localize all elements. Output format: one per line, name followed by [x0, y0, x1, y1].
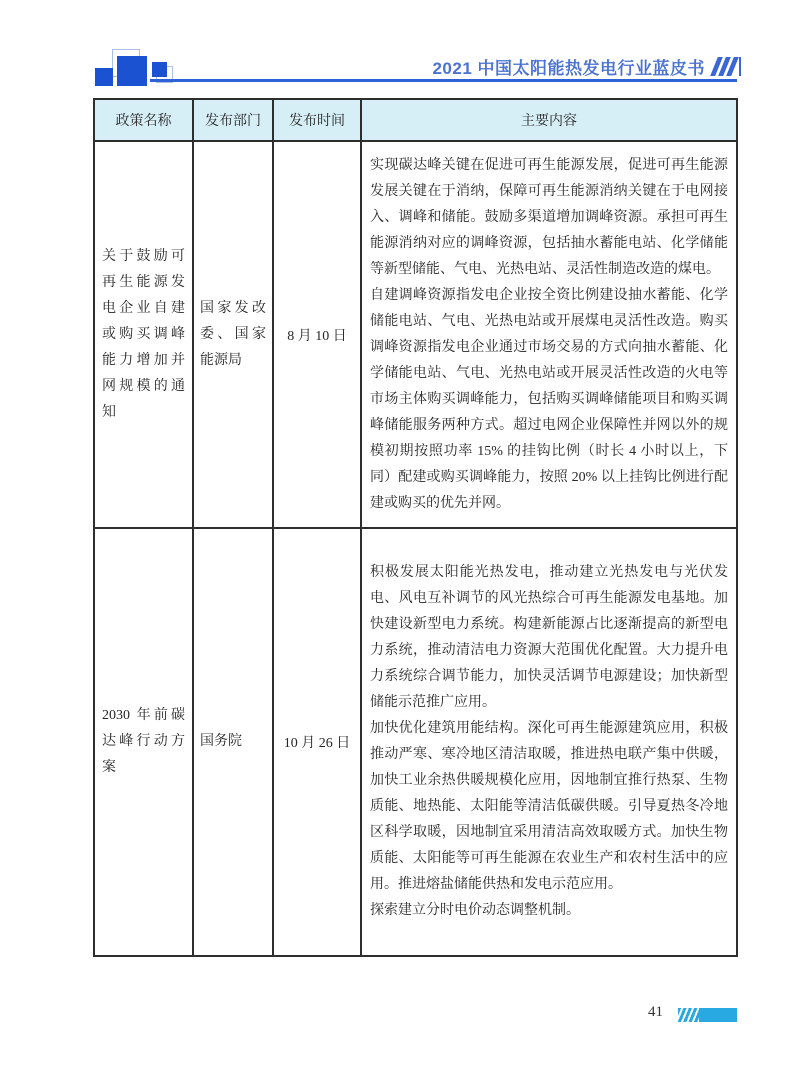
content-paragraph: 实现碳达峰关键在促进可再生能源发展，促进可再生能源发展关键在于消纳，保障可再生能源消纳关键在于电网接入、调峰和储能。鼓励多渠道增加调峰资源。承担可再生能源消纳对应的调峰资源，包括抽水蓄能电站、化学储能等新型储能、气电、光热电站、灵活性制造改造的煤电。 [370, 157, 728, 277]
department-cell: 国务院 [193, 528, 273, 956]
logo-small-left-square [95, 68, 113, 86]
logo-small-right-square [152, 62, 167, 77]
content-paragraph: 自建调峰资源指发电企业按全资比例建设抽水蓄能、化学储能电站、气电、光热电站或开展煤电灵活性改造。购买调峰资源指发电企业通过市场交易的方式向抽水蓄能、化学储能电站、气电、光热电站或开展灵活性改造的火电等市场主体购买调峰能力，包括购买调峰储能项目和购买调峰储能服务两种方式。超过电网企业保障性并网以外的规模初期按照功率 15% 的挂钩比例（时长 4 小时以上，下同）配建或购买调峰能力，按照 20% 以上挂钩比例进行配建或购买的优先并网。 [370, 287, 728, 511]
policy-name-cell: 关于鼓励可再生能源发电企业自建或购买调峰能力增加并网规模的通知 [94, 141, 193, 528]
logo-big-square [117, 56, 147, 86]
col-header-date: 发布时间 [273, 99, 361, 141]
slashes-icon [712, 57, 742, 76]
footer-bar-hatch [678, 1008, 699, 1022]
col-header-department: 发布部门 [193, 99, 273, 141]
logo-squares-icon [93, 46, 178, 90]
table-row [94, 141, 737, 528]
main-content-cell [361, 528, 737, 956]
table-row [94, 528, 737, 956]
department-cell: 国家发改委、国家能源局 [193, 141, 273, 528]
table-header-row [94, 99, 737, 141]
col-header-main-content: 主要内容 [361, 99, 737, 141]
content-paragraph: 探索建立分时电价动态调整机制。 [370, 903, 580, 918]
page-number: 41 [648, 1004, 663, 1020]
policy-name-cell: 2030 年前碳达峰行动方案 [94, 528, 193, 956]
document-title: 2021 中国太阳能热发电行业蓝皮书 [432, 59, 705, 78]
col-header-policy-name: 政策名称 [94, 99, 193, 141]
footer-accent-bar [678, 1008, 737, 1022]
content-paragraph: 加快优化建筑用能结构。深化可再生能源建筑应用，积极推动严寒、寒冷地区清洁取暖，推进热电联产集中供暖，加快工业余热供暖规模化应用，因地制宜推行热泵、生物质能、地热能、太阳能等清洁低碳供暖。引导夏热冬冷地区科学取暖，因地制宜采用清洁高效取暖方式。加快生物质能、太阳能等可再生能源在农业生产和农村生活中的应用。推进熔盐储能供热和发电示范应用。 [370, 721, 728, 892]
header-rule-line [150, 79, 737, 82]
date-cell: 8 月 10 日 [273, 141, 361, 528]
date-cell: 10 月 26 日 [273, 528, 361, 956]
main-content-cell [361, 141, 737, 528]
policy-table [93, 98, 738, 957]
content-paragraph: 积极发展太阳能光热发电，推动建立光热发电与光伏发电、风电互补调节的风光热综合可再生能源发电基地。加快建设新型电力系统。构建新能源占比逐渐提高的新型电力系统，推动清洁电力资源大范围优化配置。大力提升电力系统综合调节能力，加快灵活调节电源建设；加快新型储能示范推广应用。 [370, 565, 728, 710]
